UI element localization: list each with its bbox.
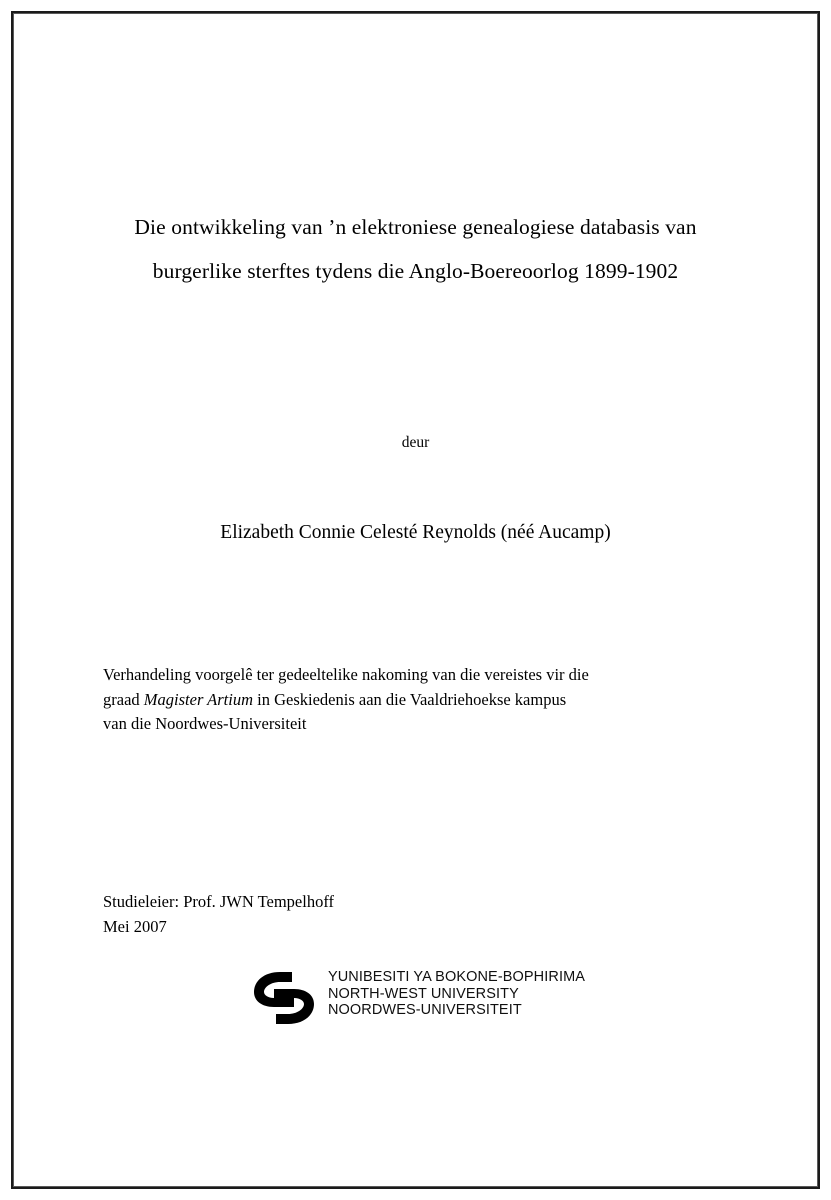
logo-text-line-2: NORTH-WEST UNIVERSITY [327, 985, 519, 1002]
university-logo-block [100, 963, 731, 1028]
title-line-2: burgerlike sterftes tydens die Anglo-Boereoorlog 1899-1902 [152, 259, 679, 283]
supervisor-block [103, 889, 724, 939]
title-line-1: Die ontwikkeling van ’n elektroniese genealogiese databasis van [134, 215, 697, 239]
submission-date: Mei 2007 [103, 917, 167, 936]
supervisor-name: Studieleier: Prof. JWN Tempelhoff [103, 892, 335, 911]
north-west-university-logo-icon [246, 968, 322, 1028]
degree-statement-line-3: van die Noordwes-Universiteit [103, 714, 307, 733]
title-page-content [100, 0, 731, 1200]
degree-statement [103, 663, 724, 737]
logo-text-line-3: NOORDWES-UNIVERSITEIT [327, 1002, 522, 1019]
author-name: Elizabeth Connie Celesté Reynolds (néé Aucamp) [220, 522, 611, 543]
degree-statement-line-2 [103, 688, 724, 713]
logo-text-line-1: YUNIBESITI YA BOKONE-BOPHIRIMA [327, 969, 586, 985]
by-label: deur [401, 434, 430, 451]
degree-name: Magister Artium [143, 689, 254, 709]
page-title [100, 205, 731, 293]
degree-statement-line-2-post: in Geskiedenis aan die Vaaldriehoekse kampus [253, 689, 567, 709]
degree-statement-line-1: Verhandeling voorgelê ter gedeeltelike nakoming van die vereistes vir die [103, 665, 589, 684]
university-logo-text [328, 963, 585, 1019]
degree-statement-line-2-pre: graad [103, 689, 144, 709]
